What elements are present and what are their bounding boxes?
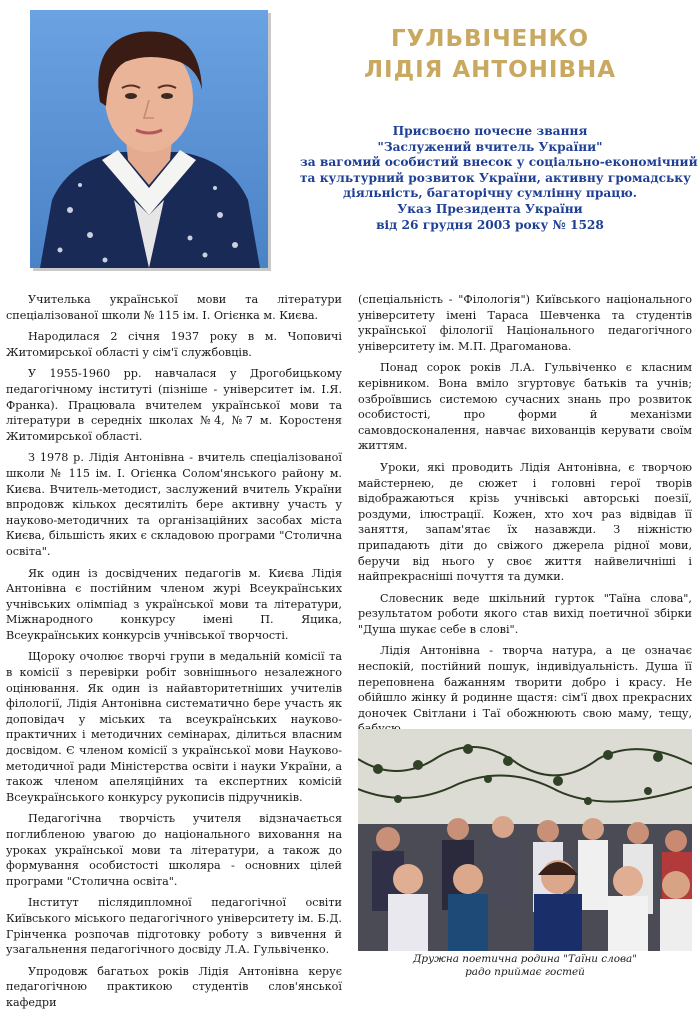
paragraph: У 1955-1960 рр. навчалася у Дрогобицькому педагогічному інституті (пізніше - університет ім. І.Я. Франка). Працювала вчителем української мови та літератури в середніх школах №4, №7 м. Коростеня Житомирської області.	[6, 367, 342, 443]
article-left-column	[6, 292, 342, 1017]
paragraph: Педагогічна творчість учителя відзначається поглибленою увагою до національного виховання на уроках української мови та літератури, а також до формування особистості школяра - основних цілей програми "Столична освіта".	[6, 812, 342, 888]
paragraph-continuation: (спеціальність - "Філологія") Київського національного університету імені Тараса Шевченка та студентів української філології Національного педагогічного університету ім. М.П. Драгоманова.	[358, 293, 692, 353]
group-photo	[358, 729, 692, 951]
award-line: та культурний розвиток України, активну громадську	[300, 170, 691, 185]
award-line: за вагомий особистий внесок у соціально-економічний	[300, 155, 698, 170]
portrait-photo	[30, 10, 268, 268]
paragraph: Лідія Антонівна - творча натура, а це означає неспокій, постійний пошук, індивідуальність. Душа її переповнена бажанням творити добро і красу. Не обійшло жінку й родинне щастя: сім'ї двох прекрасних доночек Світлани і Таї обожнюють свою маму, тещу,	[358, 644, 692, 720]
award-line: "Заслужений вчитель України"	[377, 139, 603, 154]
paragraph: Як один із досвідчених педагогів м. Києва Лідія Антонівна є постійним членом журі Всеукраїнських учнівських олімпіад з української мови та літератури, Міжнародного конкурсу імені П. Яцика, Всеукраїнських конкурсів учнівської творчості.	[6, 566, 342, 642]
name-surname: ГУЛЬВІЧЕНКО	[390, 26, 589, 52]
paragraph: Словесник веде шкільний гурток "Таїна слова", результатом роботи якого став вихід поетичної збірки "Душа шукає себе в слові".	[358, 591, 692, 636]
paragraph: Упродовж багатьох років Лідія Антонівна керує педагогічною практикою студентів слов'янської кафедри	[6, 964, 342, 1009]
award-line: від 26 грудня 2003 року № 1528	[376, 217, 604, 232]
paragraph: Понад сорок років Л.А. Гульвіченко є класним керівником. Вона вміло згуртовує батьків та учнів; озброївшись системою сучасних знань про розвиток особистості, про форми й механізми самовдосконалення, навчає вихованців керувати своїм життям.	[358, 361, 692, 453]
photo-caption	[358, 953, 692, 979]
person-name	[300, 24, 680, 86]
award-line: діяльність, багаторічну сумлінну працю.	[342, 186, 637, 201]
award-block	[300, 124, 698, 233]
name-given: ЛІДІЯ АНТОНІВНА	[363, 57, 617, 83]
award-line: Указ Президента України	[397, 201, 583, 216]
paragraph: Інститут післядипломної педагогічної освіти Київського міського педагогічного університету ім. Б.Д. Грінченка розпочав підготовку роботу з вивчення й узагальнення педагогічного досвіду Л.А. Гульвіченко.	[6, 896, 342, 957]
paragraph: Народилася 2 січня 1937 року в м. Чоповичі Житомирської області у сім'ї службовців.	[6, 330, 342, 359]
paragraph: Учителька української мови та літератури спеціалізованої школи № 115 ім. І. Огієнка м. Києва.	[6, 293, 342, 322]
paragraph: Щороку очолює творчі групи в медальній комісії та в комісії з перевірки робіт зовнішнього незалежного оцінювання. Як один із найавторитетніших учителів філології, Лідія Антонівна систематично бере участь як доповідач у міських та всеукраїнських науково-практичних і методичних семінарах, ділиться власним досвідом. Є членом комісії з української мови Науково-методичної ради Міністерства освіти і науки України, а також членом апеляційних та експертних комісій Всеукраїнського конкурсу рукописів підручників.	[6, 650, 342, 804]
caption-line: Дружна поетична родина "Таїни слова"	[412, 953, 638, 965]
article-right-column	[358, 292, 692, 759]
award-line: Присвоєно почесне звання	[392, 124, 588, 138]
paragraph: Уроки, які проводить Лідія Антонівна, є творчою майстернею, де сюжет і головні герої творів відображаються крізь учнівські авторські поезії, роздуми, ілюстрації. Кожен, хто хоч раз відвідав її заняття, запам'ятає їх назавжди. З ніжністю припадають діти до свіжого джерела рідної мови, беручи від нього у своє життя найвеличніші і найпрекрасніші почуття та думки.	[358, 460, 692, 584]
caption-line: радо приймає гостей	[465, 966, 585, 978]
paragraph: З 1978 р. Лідія Антонівна - вчитель спеціалізованої школи № 115 ім. І. Огієнка Солом'янського району м. Києва. Вчитель-методист, заслужений вчитель України впродовж кількох десятиліть бере активну участь у науково-методичних та організаційних засобах міста Києва, більшість яких є складовою програми "Столична освіта".	[6, 451, 342, 558]
